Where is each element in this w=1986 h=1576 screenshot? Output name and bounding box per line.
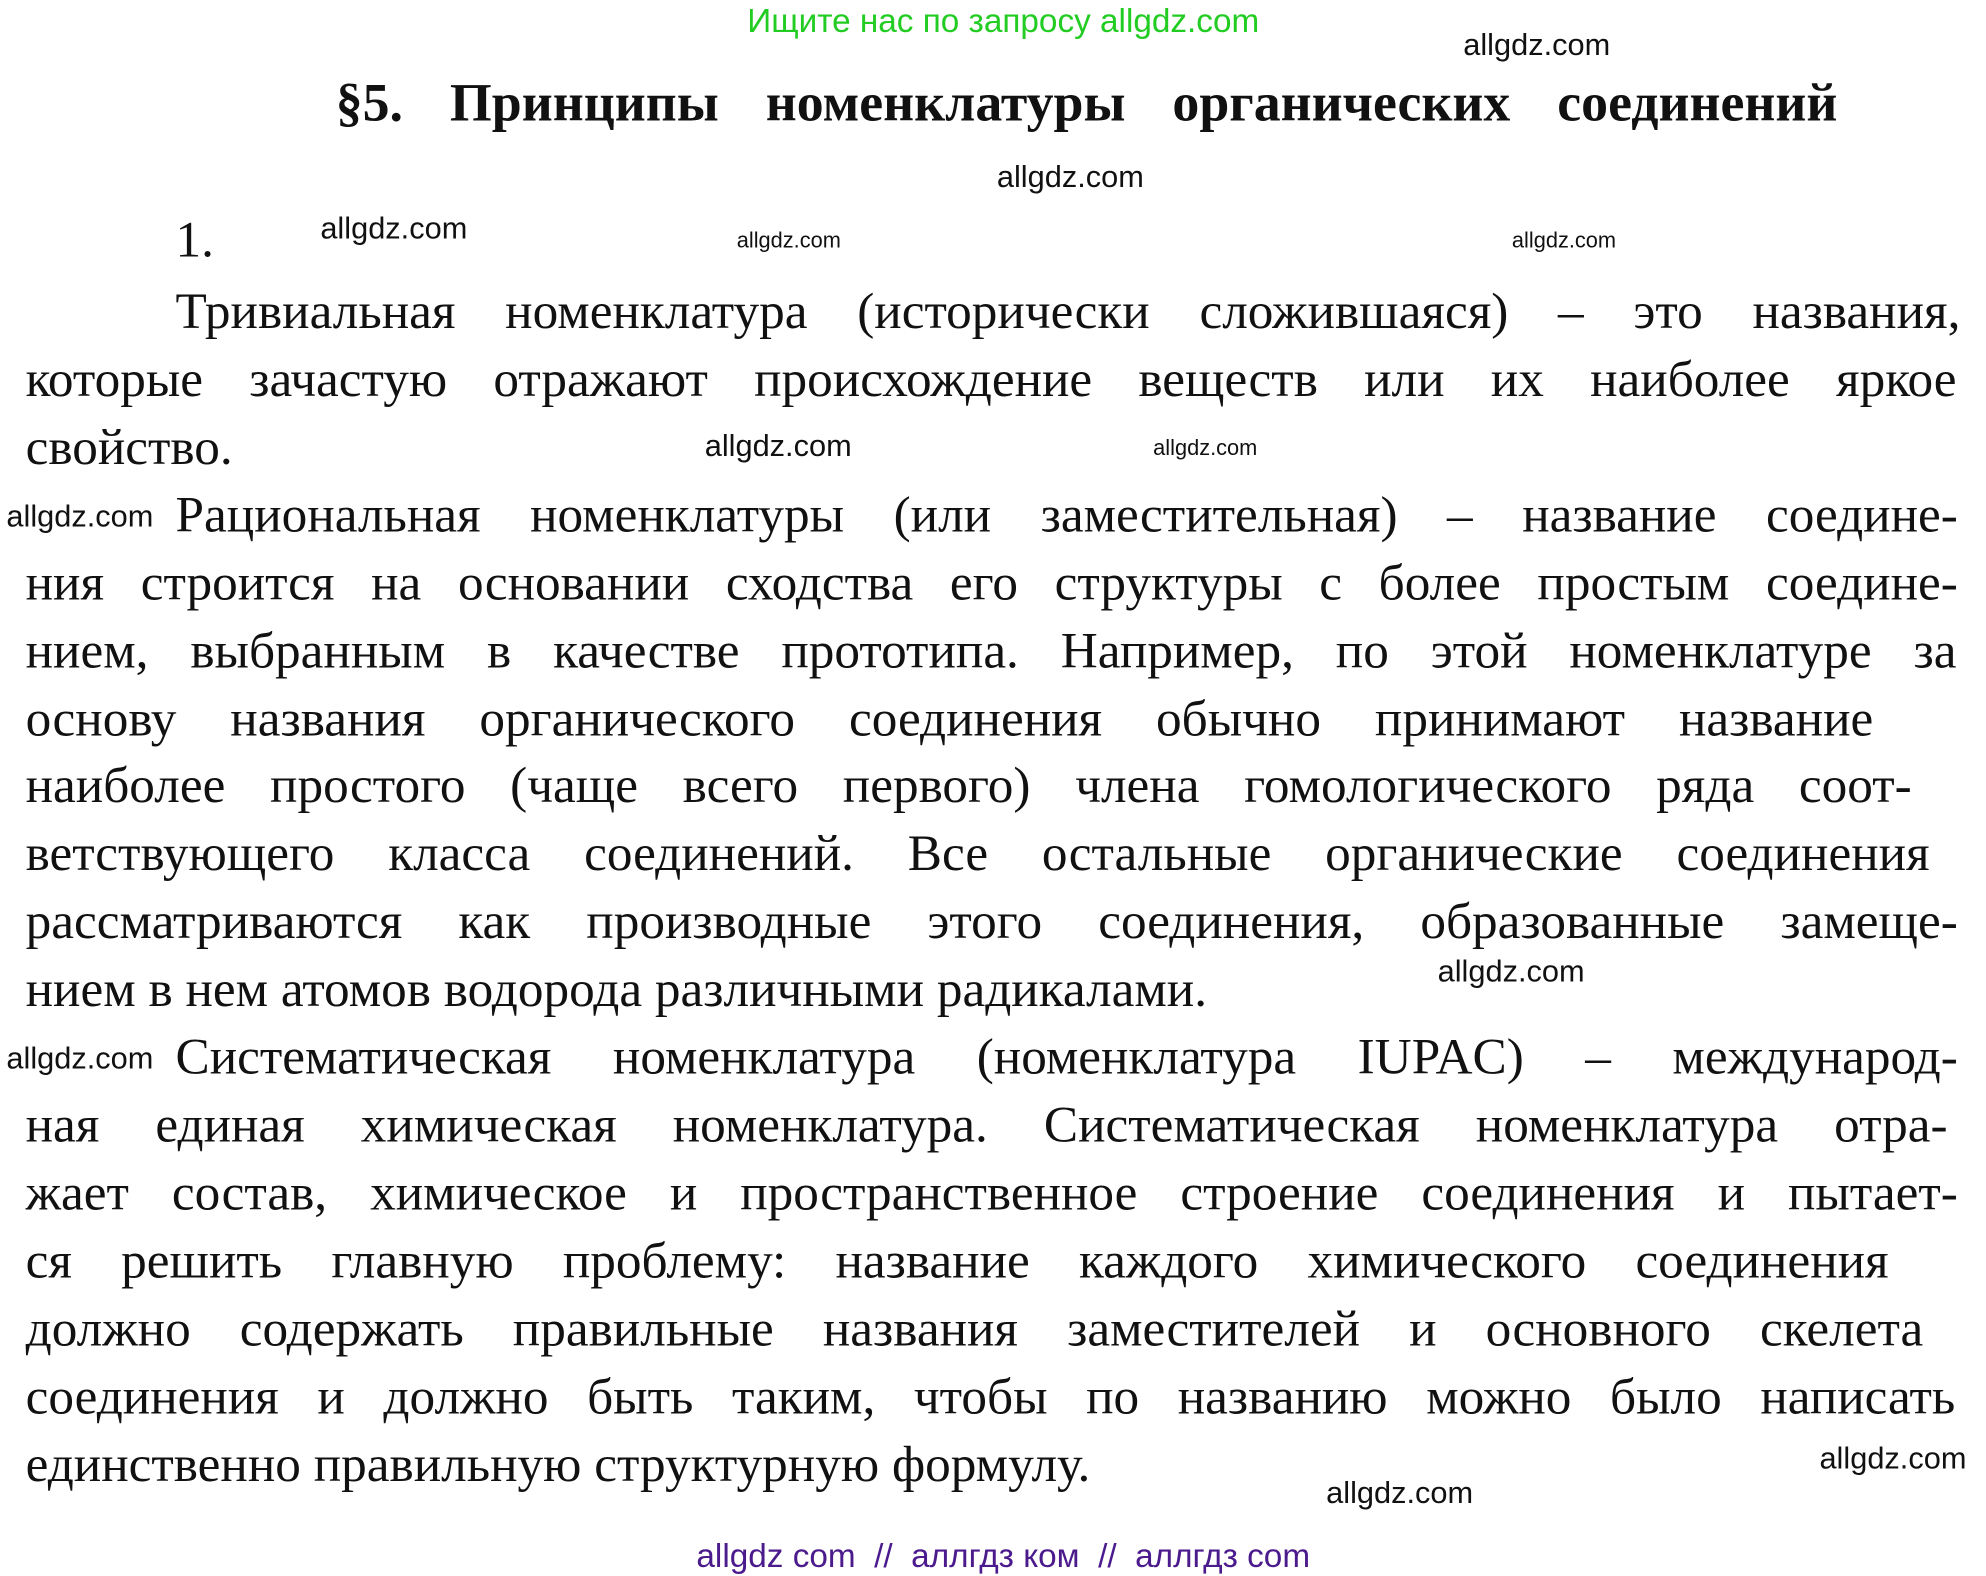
page-title: §5. Принципы номенклатуры органических соединений [335,74,1838,134]
text-line: ния строится на основании сходства его структуры с более простым соедине- [25,553,1958,612]
watermark: allgdz.com [1463,28,1611,63]
text-line: основу названия органического соединения обычно принимают название [25,689,1874,747]
text-line: которые зачастую отражают происхождение веществ или их наиболее яркое [25,349,1957,408]
text-line: единственно правильную структурную формулу. [25,1435,1091,1493]
text-line: жает состав, химическое и пространственное строение соединения и пытает- [25,1163,1958,1222]
text-line: ветствующего класса соединений. Все остальные органические соединения [25,823,1930,882]
footer-watermark: allgdz com // аллгдз ком // аллгдз com [696,1536,1311,1575]
text-line: наиболее простого (чаще всего первого) члена гомологического ряда соот- [25,755,1912,814]
text-line: должно содержать правильные названия заместителей и основного скелета [25,1299,1924,1357]
watermark: allgdz.com [6,1041,154,1077]
watermark: allgdz.com [1819,1441,1967,1477]
text-line: Тривиальная номенклатура (исторически сложившаяся) – это названия, [175,281,1961,340]
watermark: allgdz.com [736,228,841,253]
text-line: нием в нем атомов водорода различными радикалами. [25,959,1208,1018]
watermark: allgdz.com [6,499,154,535]
text-line: Рациональная номенклатуры (или заместительная) – название соедине- [175,485,1958,544]
watermark: allgdz.com [1511,228,1617,253]
watermark: allgdz.com [320,211,468,247]
text-line: Систематическая номенклатура (номенклатура IUPAC) – международ- [175,1027,1958,1086]
search-banner: Ищите нас по запросу allgdz.com [747,1,1260,40]
watermark: allgdz.com [996,160,1144,195]
watermark: allgdz.com [704,429,852,464]
text-line: ная единая химическая номенклатура. Систематическая номенклатура отра- [25,1095,1948,1154]
watermark: allgdz.com [1326,1476,1474,1511]
text-line: свойство. [25,417,233,476]
item-number: 1. [175,210,214,268]
text-line: рассматриваются как производные этого соединения, образованные замеще- [25,891,1958,950]
watermark: allgdz.com [1437,954,1585,990]
text-line: ся решить главную проблему: название каждого химического соединения [25,1231,1889,1289]
text-line: нием, выбранным в качестве прототипа. Например, по этой номенклатуре за [25,621,1957,680]
watermark: allgdz.com [1153,435,1258,460]
text-line: соединения и должно быть таким, чтобы по названию можно было написать [25,1367,1956,1425]
